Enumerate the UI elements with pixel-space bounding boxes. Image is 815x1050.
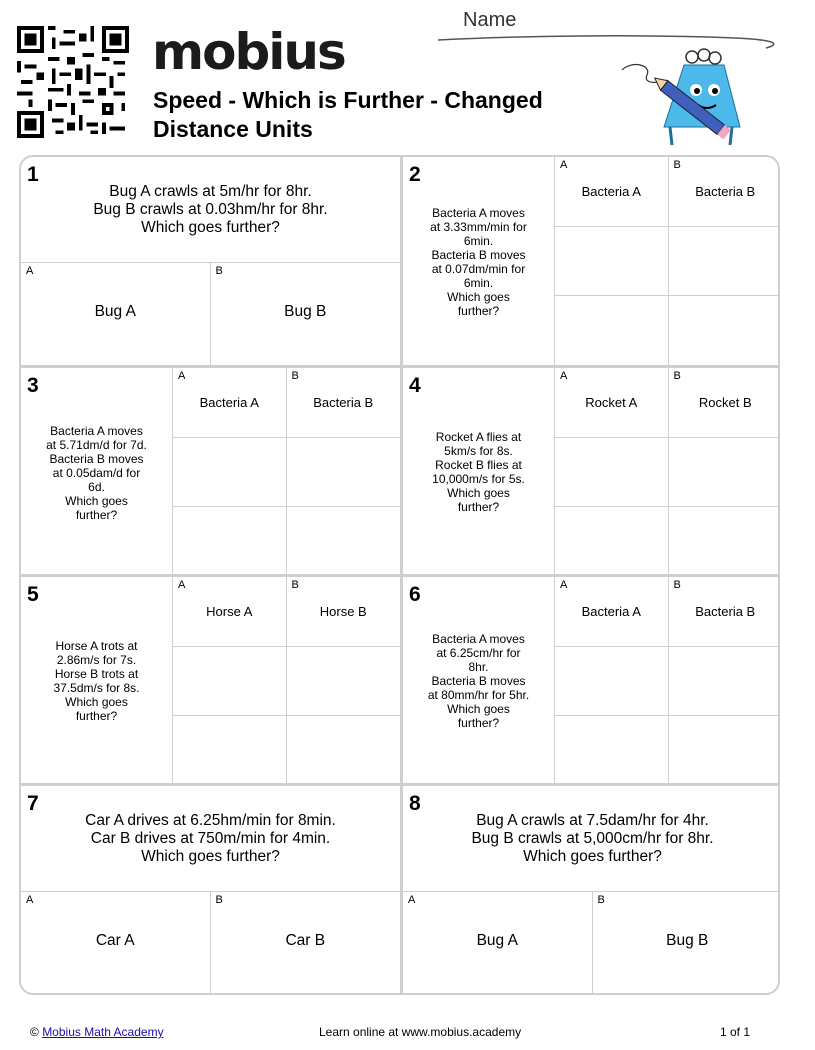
- answer-column-a[interactable]: [555, 577, 669, 783]
- answer-row: [21, 891, 400, 995]
- question-number: 3: [27, 374, 39, 397]
- option-letter: B: [215, 265, 223, 277]
- option-letter: B: [673, 159, 681, 171]
- column-header: Bacteria A: [199, 395, 259, 410]
- column-header: Bacteria B: [695, 184, 756, 199]
- question-3: [21, 368, 400, 574]
- option-label: Bug A: [476, 932, 518, 949]
- question-grid: [19, 155, 780, 995]
- question-4: [403, 368, 780, 574]
- table-row-divider: [173, 506, 400, 507]
- option-letter: A: [178, 579, 186, 591]
- table-row-divider: [555, 646, 780, 647]
- option-letter: A: [178, 370, 186, 382]
- question-text: Bacteria A moves at 6.25cm/hr for 8hr. Bacteria B moves at 80mm/hr for 5hr. Which goes further?: [427, 632, 530, 730]
- column-header: Bacteria A: [581, 184, 641, 199]
- answer-column-b[interactable]: [287, 368, 401, 574]
- answer-option-b[interactable]: [593, 892, 781, 995]
- column-header: Horse A: [206, 604, 253, 619]
- question-6: [403, 577, 780, 783]
- qr-code: [17, 26, 129, 138]
- answer-option-b[interactable]: [211, 892, 401, 995]
- option-label: Car A: [95, 932, 135, 949]
- column-header: Bacteria B: [313, 395, 374, 410]
- answer-table: [554, 157, 780, 365]
- question-number: 8: [409, 792, 421, 815]
- option-label: Car B: [285, 932, 326, 949]
- table-row-divider: [173, 437, 400, 438]
- answer-column-a[interactable]: [173, 368, 287, 574]
- question-8: [403, 786, 780, 995]
- column-header: Rocket A: [585, 395, 638, 410]
- answer-option-a[interactable]: [21, 892, 211, 995]
- option-letter: B: [597, 894, 605, 906]
- option-letter: B: [291, 370, 299, 382]
- answer-column-a[interactable]: [555, 157, 669, 365]
- option-letter: A: [408, 894, 416, 906]
- question-text: Rocket A flies at 5km/s for 8s. Rocket B flies at 10,000m/s for 5s. Which goes further?: [432, 430, 525, 514]
- column-header: Horse B: [319, 604, 367, 619]
- question-number: 2: [409, 163, 421, 186]
- question-text: Bacteria A moves at 5.71dm/d for 7d. Bacteria B moves at 0.05dam/d for 6d. Which goes further?: [46, 424, 147, 522]
- answer-column-b[interactable]: [287, 577, 401, 783]
- option-letter: B: [215, 894, 223, 906]
- page-number: 1 of 1: [720, 1025, 751, 1039]
- worksheet-title: Speed - Which is Further - Changed Distance Units: [153, 87, 543, 142]
- option-letter: A: [560, 370, 568, 382]
- answer-column-a[interactable]: [555, 368, 669, 574]
- mascot-illustration: [612, 45, 762, 155]
- option-letter: A: [560, 579, 568, 591]
- option-letter: B: [673, 579, 681, 591]
- answer-option-a[interactable]: [21, 263, 211, 365]
- option-letter: A: [26, 265, 34, 277]
- column-header: Bacteria B: [695, 604, 756, 619]
- option-letter: B: [291, 579, 299, 591]
- question-number: 5: [27, 583, 39, 606]
- answer-column-b[interactable]: [669, 157, 781, 365]
- question-number: 4: [409, 374, 421, 397]
- question-7: [21, 786, 400, 995]
- answer-option-b[interactable]: [211, 263, 401, 365]
- footer-center-text: Learn online at www.mobius.academy: [319, 1025, 522, 1039]
- answer-column-b[interactable]: [669, 577, 781, 783]
- name-label: Name: [463, 9, 517, 31]
- question-2: [403, 157, 780, 365]
- table-row-divider: [555, 506, 780, 507]
- option-letter: A: [26, 894, 34, 906]
- copyright-symbol: ©: [30, 1025, 39, 1039]
- mobius-academy-link[interactable]: Mobius Math Academy: [42, 1025, 164, 1039]
- option-label: Bug B: [666, 932, 709, 949]
- question-number: 7: [27, 792, 39, 815]
- table-row-divider: [555, 715, 780, 716]
- footer-copyright: [30, 1025, 164, 1039]
- answer-table: [172, 368, 400, 574]
- answer-table: [172, 577, 400, 783]
- answer-column-a[interactable]: [173, 577, 287, 783]
- table-row-divider: [173, 646, 400, 647]
- table-row-divider: [173, 715, 400, 716]
- option-letter: A: [560, 159, 568, 171]
- answer-table: [554, 577, 780, 783]
- column-header: Rocket B: [698, 395, 752, 410]
- answer-row: [403, 891, 780, 995]
- answer-option-a[interactable]: [403, 892, 593, 995]
- mobius-logo: mobius: [152, 23, 345, 81]
- question-text: Horse A trots at 2.86m/s for 7s. Horse B trots at 37.5dm/s for 8s. Which goes further?: [53, 639, 140, 723]
- question-number: 6: [409, 583, 421, 606]
- table-row-divider: [555, 226, 780, 227]
- question-1: [21, 157, 400, 365]
- answer-table: [554, 368, 780, 574]
- column-header: Bacteria A: [581, 604, 641, 619]
- option-label: Bug A: [94, 303, 136, 320]
- question-text: Car A drives at 6.25hm/min for 8min. Car B drives at 750m/min for 4min. Which goes further?: [85, 812, 336, 865]
- question-5: [21, 577, 400, 783]
- option-label: Bug B: [284, 303, 327, 320]
- question-number: 1: [27, 163, 39, 186]
- question-text: Bug A crawls at 5m/hr for 8hr. Bug B crawls at 0.03hm/hr for 8hr. Which goes further?: [93, 183, 328, 236]
- table-row-divider: [555, 437, 780, 438]
- answer-column-b[interactable]: [669, 368, 781, 574]
- table-row-divider: [555, 295, 780, 296]
- answer-row: [21, 262, 400, 365]
- question-text: Bug A crawls at 7.5dam/hr for 4hr. Bug B crawls at 5,000cm/hr for 8hr. Which goes further?: [471, 812, 714, 865]
- option-letter: B: [673, 370, 681, 382]
- question-text: Bacteria A moves at 3.33mm/min for 6min. Bacteria B moves at 0.07dm/min for 6min. Which goes further?: [430, 206, 527, 318]
